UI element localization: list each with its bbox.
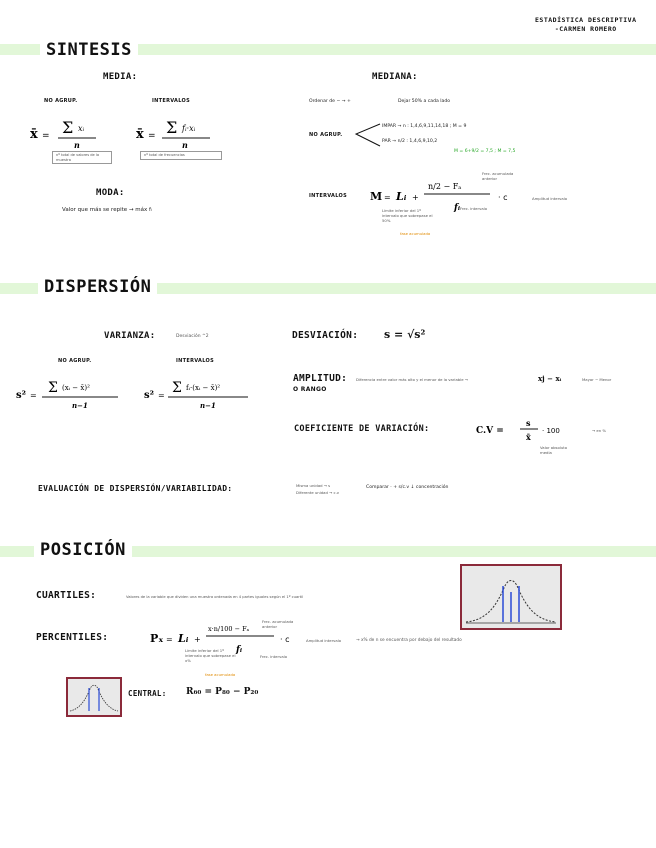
svg-text:fᵢ·xᵢ: fᵢ·xᵢ <box>182 124 196 133</box>
varianza-no-agrup-label: NO AGRUP. <box>58 358 92 364</box>
svg-text:n: n <box>74 140 80 150</box>
mediana-par: PAR → n/2 : 1,4,6,9,10,2 <box>382 139 438 144</box>
media-note-freq: nº total de frecuencias <box>140 151 222 160</box>
svg-text:· 100: · 100 <box>542 427 560 435</box>
svg-text:=: = <box>166 635 173 644</box>
central-figure <box>66 677 122 717</box>
header-title: ESTADÍSTICA DESCRIPTIVA <box>535 16 637 24</box>
varianza-title: VARIANZA: <box>104 331 156 341</box>
svg-text:xᵢ: xᵢ <box>78 124 85 133</box>
mediana-no-agrup-label: NO AGRUP. <box>309 132 343 138</box>
cuartiles-title: CUARTILES: <box>36 590 97 601</box>
header-author: -CARMEN ROMERO <box>554 25 617 33</box>
svg-text:x·n/100 − Fₐ: x·n/100 − Fₐ <box>208 625 250 633</box>
evaluacion-result: Comparar · + s/c.v ↓ concentración <box>366 485 449 490</box>
quartiles-figure <box>460 564 562 630</box>
svg-text:=: = <box>42 131 50 141</box>
evaluacion-line1: Misma unidad → s <box>296 483 331 488</box>
media-intervalos-label: INTERVALOS <box>152 98 190 104</box>
svg-text:x̄: x̄ <box>526 432 531 442</box>
svg-text:=: = <box>384 193 391 202</box>
svg-text:M: M <box>370 190 383 203</box>
svg-text:=: = <box>30 391 37 400</box>
svg-text:fᵢ·(xᵢ − x̄)²: fᵢ·(xᵢ − x̄)² <box>186 384 221 392</box>
svg-text:fᵢ: fᵢ <box>236 645 243 655</box>
section-title-dispersion: DISPERSIÓN <box>38 277 157 297</box>
mediana-order: Ordenar de − → + <box>309 99 351 104</box>
mediana-note-limite: Límite inferior del 1º intervalo que sobrepase el 50% <box>382 208 433 223</box>
percentiles-note-amplitud: Amplitud intervalo <box>306 638 342 643</box>
svg-text:=: = <box>148 131 156 141</box>
mediana-par-result: M = 6+9/2 = 7,5 ; M = 7,5 <box>454 149 516 154</box>
percentiles-text: → x% de n se encuentra por debajo del resultado <box>356 638 462 643</box>
amplitud-formula: xj − xᵢ <box>538 374 562 383</box>
svg-text:Pₓ: Pₓ <box>150 632 164 645</box>
svg-text:Σ: Σ <box>166 118 178 137</box>
svg-text:Σ: Σ <box>62 118 74 137</box>
svg-text:+: + <box>194 635 201 644</box>
moda-text: Valor que más se repite → máx fᵢ <box>62 207 152 213</box>
media-title: MEDIA: <box>103 72 138 82</box>
media-no-agrup-label: NO AGRUP. <box>44 98 78 104</box>
mediana-note-frec: Frec. intervalo <box>460 206 488 211</box>
mediana-note-frec-acum: Frec. acumulada anterior <box>482 171 514 181</box>
svg-text:s²: s² <box>16 390 27 401</box>
varianza-formulas <box>16 372 256 414</box>
cv-title: COEFICIENTE DE VARIACIÓN: <box>294 424 430 434</box>
bell-curve-icon <box>462 566 560 628</box>
evaluacion-line2: Diferente unidad → c.v <box>296 490 340 495</box>
svg-text:Lᵢ: Lᵢ <box>396 190 407 203</box>
mediana-order-note: Dejar 50% a cada lado <box>398 99 451 104</box>
svg-text:=: = <box>158 391 165 400</box>
cv-note: Valor absoluto media <box>540 445 568 455</box>
mediana-note-amplitud: Amplitud intervalo <box>532 196 568 201</box>
svg-text:Lᵢ: Lᵢ <box>178 632 189 645</box>
section-title-sintesis: SINTESIS <box>40 40 138 60</box>
percentiles-title: PERCENTILES: <box>36 632 109 643</box>
svg-text:C.V =: C.V = <box>476 426 504 436</box>
svg-text:· c: · c <box>498 193 508 202</box>
svg-text:fᵢ: fᵢ <box>454 203 461 213</box>
cv-unit: → en % <box>592 428 606 433</box>
document-header <box>535 16 637 34</box>
central-formula: R₆₀ = P₈₀ − P₂₀ <box>186 687 259 697</box>
cv-formula <box>476 414 576 448</box>
media-formulas <box>28 113 228 153</box>
svg-text:+: + <box>412 193 419 202</box>
desviacion-formula: s = √s² <box>384 328 426 341</box>
cuartiles-text: Valores de la variable que dividen una muestra ordenada en 4 partes iguales según el 1º cuartil <box>126 595 304 599</box>
media-note-values: nº total de valores de la muestra <box>52 151 112 164</box>
mediana-note-fase: fase acumulada <box>400 231 431 236</box>
amplitud-text: Diferencia entre valor más alto y el menor de la variable → <box>356 377 468 382</box>
central-title: CENTRAL: <box>128 689 167 698</box>
moda-title: MODA: <box>96 188 125 198</box>
mediana-intervalos-label: INTERVALOS <box>309 193 347 199</box>
svg-text:x̄: x̄ <box>30 127 38 142</box>
svg-text:n/2 − Fₐ: n/2 − Fₐ <box>428 182 462 191</box>
percentiles-note-fase: fase acumulada <box>205 672 236 677</box>
evaluacion-title: EVALUACIÓN DE DISPERSIÓN/VARIABILIDAD: <box>38 484 233 493</box>
svg-text:s²: s² <box>144 390 155 401</box>
amplitud-note: Mayor − Menor <box>582 377 612 382</box>
varianza-note: Desviación ^2 <box>176 334 209 339</box>
desviacion-title: DESVIACIÓN: <box>292 330 359 341</box>
svg-text:n−1: n−1 <box>72 401 88 410</box>
amplitud-subtitle: O RANGO <box>293 386 327 393</box>
svg-text:(xᵢ − x̄)²: (xᵢ − x̄)² <box>62 384 90 392</box>
svg-text:· c: · c <box>280 635 290 644</box>
percentiles-note-frec-acum: Frec. acumulada anterior <box>262 619 294 629</box>
section-title-posicion: POSICIÓN <box>34 540 132 560</box>
svg-text:s: s <box>526 418 531 428</box>
svg-text:n: n <box>182 140 188 150</box>
svg-text:Σ: Σ <box>48 380 58 396</box>
percentiles-note-frec: Frec. intervalo <box>260 654 288 659</box>
svg-text:n−1: n−1 <box>200 401 216 410</box>
mediana-title: MEDIANA: <box>372 72 418 82</box>
svg-text:Σ: Σ <box>172 380 182 396</box>
bell-curve-icon <box>68 679 120 715</box>
amplitud-title: AMPLITUD: <box>293 373 348 384</box>
varianza-intervalos-label: INTERVALOS <box>176 358 214 364</box>
svg-text:x̄: x̄ <box>136 127 144 142</box>
mediana-impar: IMPAR → n : 1,4,6,9,11,14,18 ; M = 9 <box>382 124 467 129</box>
percentiles-note-limite: Límite inferior del 1º intervalo que sobrepase el x% <box>185 648 236 663</box>
mediana-bracket <box>352 120 382 150</box>
